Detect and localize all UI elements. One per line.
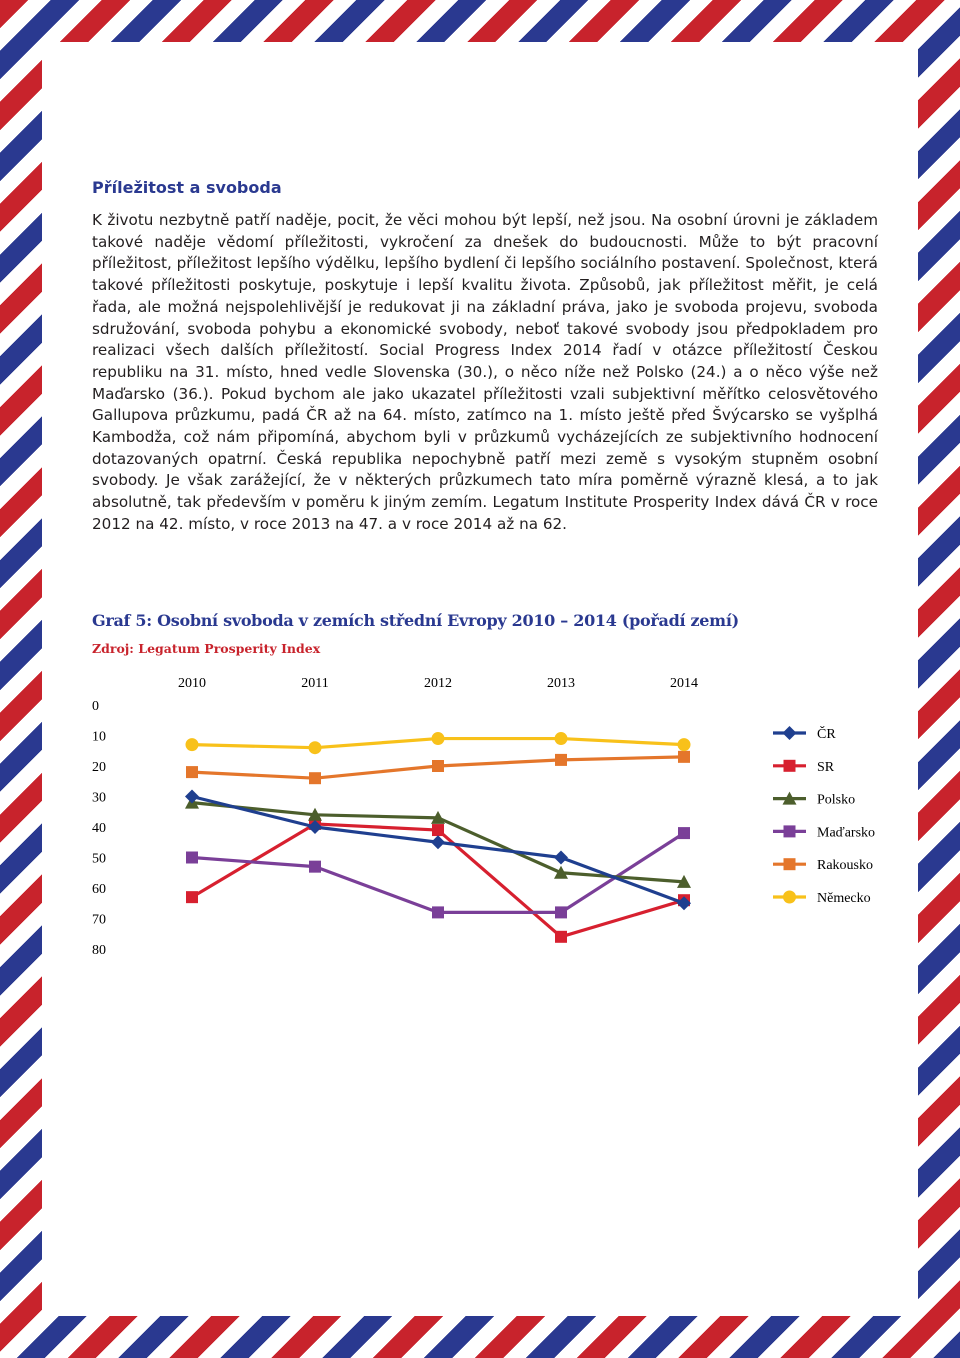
data-point-německo-2012 (432, 732, 445, 745)
section-title: Příležitost a svoboda (92, 178, 282, 197)
x-tick-label-2014: 2014 (670, 676, 698, 691)
data-point-maďarsko-2014 (678, 827, 690, 839)
y-tick-label-30: 30 (92, 790, 106, 806)
legend-marker-čr (783, 726, 797, 740)
data-point-maďarsko-2013 (555, 906, 567, 918)
legend-label-maďarsko: Maďarsko (817, 825, 876, 841)
legend-marker-německo (783, 891, 796, 904)
data-point-čr-2012 (431, 835, 445, 849)
legend-label-rakousko: Rakousko (817, 858, 873, 874)
chart-title: Graf 5: Osobní svoboda v zemích střední Evropy 2010 – 2014 (pořadí zemí) (92, 611, 739, 630)
data-point-rakousko-2012 (432, 760, 444, 772)
chart-source: Zdroj: Legatum Prosperity Index (92, 641, 321, 656)
data-point-rakousko-2011 (309, 772, 321, 784)
data-point-rakousko-2010 (186, 766, 198, 778)
data-point-maďarsko-2010 (186, 852, 198, 864)
y-tick-label-20: 20 (92, 760, 106, 775)
data-point-sr-2010 (186, 891, 198, 903)
legend-label-polsko: Polsko (817, 792, 856, 808)
y-tick-label-0: 0 (92, 699, 99, 714)
data-point-německo-2011 (309, 741, 322, 754)
data-point-sr-2013 (555, 931, 567, 943)
x-tick-label-2011: 2011 (301, 676, 329, 691)
data-point-maďarsko-2011 (309, 861, 321, 873)
legend-label-německo: Německo (817, 891, 871, 906)
y-tick-label-70: 70 (92, 912, 106, 928)
line-chart (60, 660, 900, 960)
y-tick-label-80: 80 (92, 943, 106, 958)
y-tick-label-50: 50 (92, 851, 106, 867)
data-point-rakousko-2014 (678, 751, 690, 763)
legend-label-sr: SR (817, 759, 835, 775)
x-tick-label-2010: 2010 (178, 676, 206, 691)
data-point-čr-2013 (554, 851, 568, 865)
legend-label-čr: ČR (817, 727, 836, 742)
legend-marker-sr (784, 760, 796, 772)
y-tick-label-60: 60 (92, 882, 106, 897)
body-paragraph: K životu nezbytně patří naděje, pocit, že věci mohou být lepší, než jsou. Na osobní úrovni je základem takové naděje vědomí příležitosti, vykročení za dnešek do budoucnosti. Může to být pracovní příležitost, příležitost lepšího výdělku, lepšího bydlení či lepšího sociálního postavení. Společnost, která takové příležitosti poskytuje, poskytuje i lepší kvalitu života. Způsobů, jak příležitost měřit, je celá řada, ale možná nejspolehlivější je redukovat ji na základní práva, jako je svoboda projevu, svoboda sdružování, svoboda pohybu a ekonomické svobody, neboť takové svobody jsou předpokladem pro realizaci všech dalších příležitostí. Social Progress Index 2014 řadí v otázce příležitostí Českou republiku na 31. místo, hned vedle Slovenska (30.), o něco níže než Polsko (24.) a o něco výše než Maďarsko (36.). Pokud bychom ale jako ukazatel příležitosti vzali subjektivní měřítko celosvětového Gallupova průzkumu, padá ČR až na 64. místo, zatímco na 1. místo ještě před Švýcarsko se vyšplhá Kambodža, což nám připomíná, abychom byli v průzkumů vycházejících ze subjektivního hodnocení dotazovaných opatrní. Česká republika nepochybně patří mezi země s vysokým stupněm osobní svobody. Je však zarážející, že v některých průzkumech tato míra poměrně výrazně klesá, a to jak absolutně, tak především v poměru k jiným zemím. Legatum Institute Prosperity Index dává ČR v roce 2012 na 42. místo, v roce 2013 na 47. a v roce 2014 až na 62. (92, 211, 878, 533)
data-point-čr-2010 (185, 790, 199, 804)
legend-marker-maďarsko (784, 825, 796, 837)
y-tick-label-40: 40 (92, 821, 106, 836)
x-tick-label-2013: 2013 (547, 676, 575, 691)
legend-marker-rakousko (784, 858, 796, 870)
data-point-sr-2012 (432, 824, 444, 836)
data-point-rakousko-2013 (555, 754, 567, 766)
data-point-německo-2013 (555, 732, 568, 745)
data-point-maďarsko-2012 (432, 906, 444, 918)
data-point-německo-2010 (186, 738, 199, 751)
data-point-německo-2014 (678, 738, 691, 751)
x-tick-label-2012: 2012 (424, 676, 452, 691)
y-tick-label-10: 10 (92, 729, 106, 745)
